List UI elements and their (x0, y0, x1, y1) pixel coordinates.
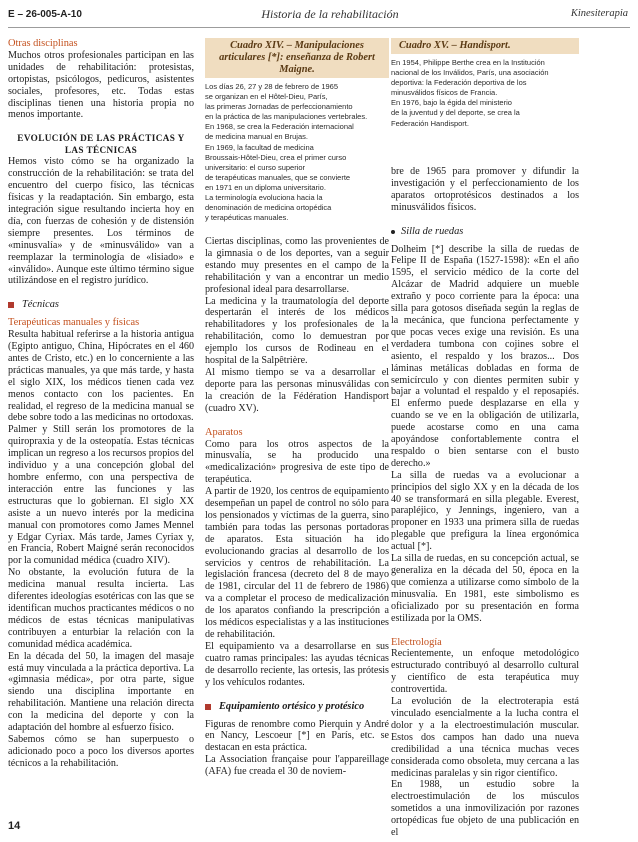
running-header-ref: E – 26-005-A-10 (8, 9, 82, 20)
cuadro-xv-box (391, 38, 579, 129)
box-line: de terapéuticas manuales, que se convierte (205, 172, 351, 182)
box-line: Los días 26, 27 y 28 de febrero de 1965 (205, 82, 339, 91)
box-line: Federación Handisport. (391, 118, 469, 128)
terapeuticas-paragraph: Resulta habitual referirse a la historia antigua (Egipto antiguo, China, Hipócrates en el 460 antes de Cristo, etc.) en lo concerniente a las prácticas manuales, ya que más tarde, y hasta el siglo XIX, los médicos tienen cada vez menos contacto con los pacientes. En realidad, el regreso de la medicina manual se debe sobre todo a las medicinas no ortodoxas. (8, 329, 194, 424)
box-line: en 1971 en un diploma universitario. (205, 182, 326, 192)
terapeuticas-paragraph: En la década del 50, la imagen del masaje está muy vinculada a la práctica deportiva. La «gimnasia médica», por otra parte, sigue siendo una disciplina importante en rehabilitación. Mantiene una relación directa con la medicina del deporte y con la adaptación del hombre al esfuerzo físico. (8, 650, 194, 734)
cuadro-xiv-title: Cuadro XIV. – Manipulaciones articulares [*]: enseñanza de Robert Maigne. (205, 38, 389, 78)
body-paragraph: Dolheim [*] describe la silla de ruedas de Felipe II de España (1527-1598): «En el año 1595, el servicio médico de la corte del Alcázar de Madrid adquiere un mueble extraño y poco corriente para la época: una silla para gotosos diseñada según la reglas de la mecánica, que funciona perfectamente y que pocas veces exige una revisión. Es una verdadera tumbona con cojines sobre el asiento, el respaldo y los brazos... Dos láminas metálicas dobladas en forma de semicírculo y con dientes permiten subir y bajar a voluntad el respaldo y el reposapiés. El enfermo puede desplazarse en ella y cuando se ve en la obligación de utilizarla, puede acostarse como en una cama apoyándose confortablemente contra el respaldo o bien sentarse con el busto derecho.» (391, 243, 579, 469)
box-line: denominación de medicina ortopédica (205, 203, 332, 213)
dot-bullet-icon (391, 230, 395, 234)
body-paragraph: Como para los otros aspectos de la minusvalía, se ha producido una «medicalización» progresiva de este tipo de terapéutica. (205, 438, 389, 486)
evolucion-section-heading: EVOLUCIÓN DE LAS PRÁCTICAS Y LAS TÉCNICAS (17, 133, 185, 155)
header-divider (8, 27, 630, 28)
box-line: se organizan en el Hôtel-Dieu, París, (205, 92, 328, 102)
tecnicas-heading-label: Técnicas (22, 299, 59, 311)
equipamiento-heading-label: Equipamiento ortésico y protésico (219, 700, 365, 712)
box-line: nacional de los Inválidos, París, una asociación (391, 68, 549, 78)
box-line: de medicina manual en Brujas. (205, 132, 308, 142)
body-paragraph: En 1988, un estudio sobre la electroestimulación de los músculos sometidos a una inmovilización por razones ortopédicas fue objeto de una publicación en el (391, 779, 579, 839)
silla-heading-label: Silla de ruedas (401, 225, 464, 237)
cuadro-xv-body (391, 54, 579, 129)
body-paragraph: bre de 1965 para promover y difundir la investigación y el perfeccionamiento de los aparatos ortoprotésicos destinados a los minusválidos físicos. (391, 166, 579, 213)
box-line: En 1968, se crea la Federación internacional (205, 122, 354, 132)
box-line: las primeras Jornadas de perfeccionamiento (205, 102, 353, 112)
body-paragraph: La medicina y la traumatología del deporte despertarán el interés de los médicos rehabilitadores y los profesionales de la rehabilitación, como lo demuestran por ejemplo los cursos de Rodineau en el hospital de la Salpêtrière. (205, 295, 389, 367)
box-line: En 1954, Philippe Berthe crea en la Institución (391, 58, 545, 67)
otras-disciplinas-text: Muchos otros profesionales participan en las unidades de rehabilitación: protesistas, ortopistas, psicólogos, pedicuros, asistentes sociales, profesores, etc. Todas estas disciplinas tienen una historia propia no menos importante. (8, 49, 194, 121)
running-header-section: Kinesiterapia (570, 8, 628, 19)
left-column (8, 38, 194, 770)
body-paragraph: La silla de ruedas va a evolucionar a principios del siglo XX y en la década de los 40 se transformará en silla plegable. Everest, parapléjico, y Jennings, ingeniero, van a proponer en 1933 una primera silla de ruedas plegable que prefigura la línea ergonómica actual [*]. (391, 469, 579, 553)
evolucion-text: Hemos visto cómo se ha organizado la construcción de la rehabilitación: se trata del encuentro del cuerpo físico, las técnicas físicas y la readaptación. Sin embargo, esta integración sigue resultando incierta hoy en día, con fuerzas de cohesión y de distensión siempre presentes. Los términos de «minusvalía» y de «minusválido» van a reemplazar la terminología de «lisiado» e «inválido». Aunque este último término sigue utilizándose en el registro jurídico. (8, 156, 194, 287)
tecnicas-heading (8, 299, 194, 311)
electrologia-heading: Electrología (391, 636, 442, 648)
right-column (391, 166, 579, 839)
terapeuticas-paragraph: No obstante, la evolución futura de la medicina manual resulta incierta. Las diferentes ideologías esotéricas con las que se identifican muchos practicantes médicos o no médicos de estas técnicas manipulativas contribuyen a enturbiar la relación con la comunidad médica académica. (8, 567, 194, 650)
body-paragraph: Recientemente, un enfoque metodológico estructurado contribuyó al desarrollo cultural y científico de esta terapéutica muy controvertida. (391, 648, 579, 696)
aparatos-heading: Aparatos (205, 426, 243, 438)
body-paragraph: La evolución de la electroterapia está vinculado esencialmente a la lucha contra el dolor y a la electroestimulación muscular. Estos dos campos han dado una nueva credibilidad a una técnica muchas veces considerada como obsoleta, muy cercana a las medicinas paralelas y sin rigor científico. (391, 696, 579, 779)
middle-column (205, 236, 389, 778)
otras-disciplinas-heading: Otras disciplinas (8, 38, 78, 49)
body-paragraph: La silla de ruedas, en su concepción actual, se generaliza en la década del 50, época en la que comienza a utilizarse como símbolo de la minusvalía. En 1981, este simbolismo es oficializado por su presentación en forma estilizada por la OMS. (391, 553, 579, 624)
box-line: Broussais-Hôtel-Dieu, crea el primer curso (205, 152, 347, 162)
silla-heading (391, 226, 579, 238)
terapeuticas-paragraph: Sabemos cómo se han superpuesto o adicionado poco a poco los diversos aportes técnicos a la rehabilitación. (8, 733, 194, 769)
box-line: En 1976, bajo la égida del ministerio (391, 98, 512, 108)
box-line: minusválidos físicos de Francia. (391, 88, 498, 98)
box-line: en la práctica de las manipulaciones vertebrales. (205, 112, 368, 122)
body-paragraph: Ciertas disciplinas, como las provenientes de la gimnasia o de los deportes, van a seguir estando muy presentes en el campo de la rehabilitación y van a encontrar un medio profesional ideal para desarrollarse. (205, 236, 389, 295)
body-paragraph: Al mismo tiempo se va a desarrollar el deporte para las personas minusválidas con la creación de la Fédération Handisport (cuadro XV). (205, 366, 389, 414)
box-line: de la juventud y del deporte, se crea la (391, 108, 520, 118)
body-paragraph: Figuras de renombre como Pierquin y André en Nancy, Lescoeur [*] en París, etc. se destacan en esta práctica. (205, 718, 389, 754)
body-paragraph: La Association française pour l'appareillage (AFA) fue creada el 30 de noviem- (205, 754, 389, 778)
square-bullet-icon (8, 302, 14, 308)
cuadro-xiv-box (205, 38, 389, 223)
body-paragraph: A partir de 1920, los centros de equipamiento desempeñan un papel de control no sólo para los pensionados y víctimas de la guerra, sino también para todas las personas portadoras de aparatos. Esta situación ha ido evolucionando gracias al desarrollo de los servicios y centros de rehabilitación. La legislación francesa (decreto del 8 de mayo de 1981, circular del 11 de febrero de 1986) va a completar el proceso de medicalización de los aparatos confiando la prescripción a los médicos especialistas y a las instituciones de rehabilitación. (205, 486, 389, 640)
square-bullet-icon (205, 704, 211, 710)
page-number: 14 (8, 820, 21, 832)
box-line: deportiva: la Federación deportiva de los (391, 78, 527, 88)
box-line: y terapéuticas manuales. (205, 213, 289, 223)
box-line: La terminología evoluciona hacia la (205, 193, 323, 203)
running-header-title: Historia de la rehabilitación (261, 7, 399, 21)
body-paragraph: El equipamiento va a desarrollarse en sus cuatro ramas principales: las ayudas técnicas de desarrollo reciente, las ortesis, las prótesis y los vehículos rodantes. (205, 640, 389, 688)
cuadro-xv-title: Cuadro XV. – Handisport. (391, 38, 579, 54)
terapeuticas-heading: Terapéuticas manuales y físicas (8, 317, 140, 329)
terapeuticas-paragraph: Palmer y Still serán los promotores de la quiropraxia y de la osteopatía. Estas técnicas implican un regreso a los recursos propios del individuo y a una concepción global del hombre enfermo, con una perspectiva de interacción entre las funciones y las estructuras que lo gobiernan. El siglo XX asiste a un nuevo interés por la medicina manual con promotores como James Mennel y Edgar Cyriax. Más tarde, James Cyriax y, en Francia, Robert Maigné serán reconocidos por la comunidad médica (cuadro XIV). (8, 424, 194, 567)
equipamiento-heading (205, 701, 389, 713)
box-line: universitario: el curso superior (205, 162, 306, 172)
box-line: En 1969, la facultad de medicina (205, 142, 314, 152)
cuadro-xiv-body (205, 78, 389, 223)
